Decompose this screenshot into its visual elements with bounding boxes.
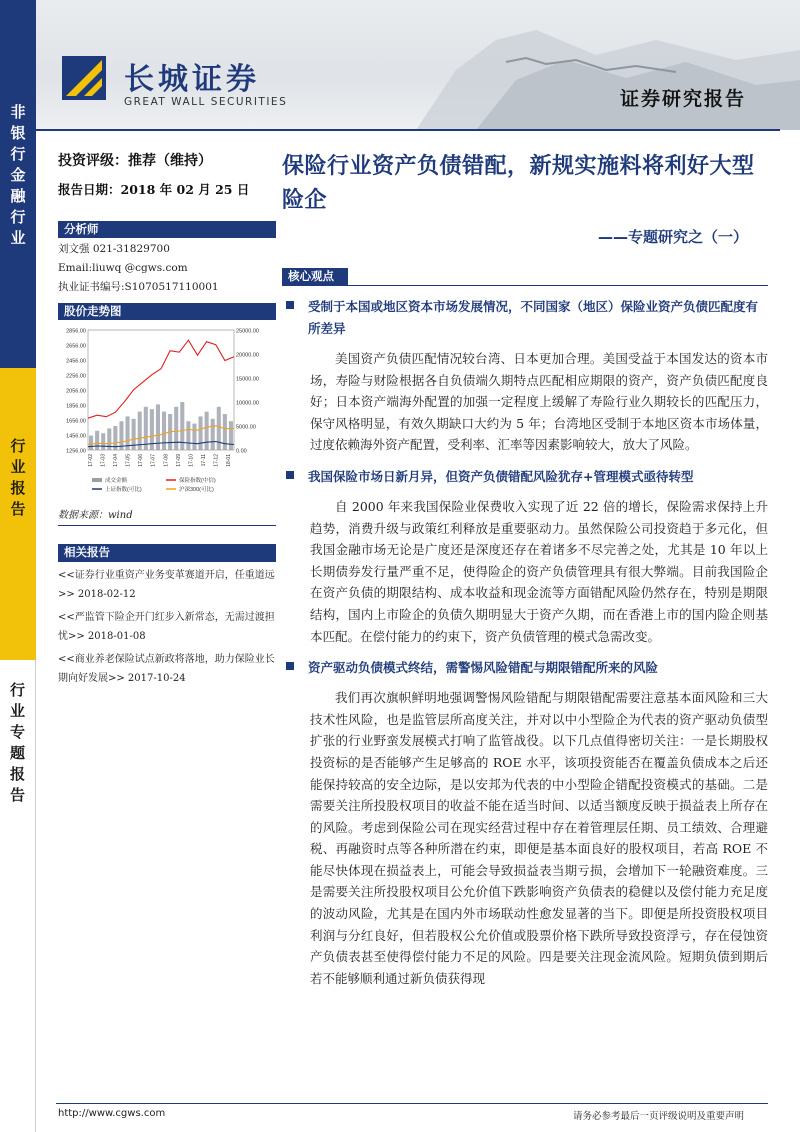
analyst-license: 执业证书编号:S1070517110001: [58, 281, 219, 293]
stock-chart-heading: 股价走势图: [58, 303, 276, 320]
section-body: 我们再次旗帜鲜明地强调警惕风险错配与期限错配需要注意基本面风险和三大技术性风险，也是监管层所高度关注，并对以中小型险企为代表的资产驱动负债型扩张的行业野蛮发展模式打响了监管战役。以下几点值得密切关注：一是长期股权投资标的是否能够产生足够高的 ROE 水平，该项投资能否在覆盖负债成本之后还能保持较高的安全边际，是以安邦为代表的中小型险企错配投资模式的基础。二是需要关注所投股权项目的收益不能在适当时间、以适当额度反映于损益表上所存在的风险。考虑到保险公司在现实经营过程中存在着管理层任期、员工绩效、合理避税、再融资时点等各种所潜在约束，即便是基本面良好的股权项目，若高 ROE 不能尽快体现在损益表上，可能会导致损益表当期亏损，会增加下一轮融资难度。三是需要关注所投股权项目公允价值下跌影响资产负债表的稳健以及偿付能力充足度的波动风险，尤其是在国内外市场联动性愈发显著的当下。即便是所投资股权项目利润与分红良好，但若股权公允价值或股票价格下跌所导致投资浮亏，存在侵蚀资产负债表甚至使得偿付能力不足的风险。四是要关注现金流风险。短期负债到期后若不能够顺利通过新负债获得现: [310, 690, 768, 986]
footer-divider: [56, 1103, 768, 1104]
investment-rating: 投资评级：推荐（维持）: [58, 153, 212, 169]
x-tick-label: 17-09: [175, 454, 182, 467]
section-heading: [282, 657, 768, 679]
x-tick-label: 18-01: [226, 454, 232, 467]
stock-chart-section: [58, 303, 276, 526]
x-tick-label: 17-07: [150, 454, 157, 467]
great-wall-logo-icon: [62, 56, 106, 100]
x-tick-label: 17-03: [100, 454, 107, 467]
x-tick-label: 17-11: [200, 454, 207, 467]
square-bullet-icon: [286, 471, 294, 479]
sidebar-sector-label: 非银行金融行业: [8, 104, 27, 251]
report-date: 报告日期：2018 年 02 月 25 日: [58, 182, 250, 197]
x-tick-label: 17-06: [138, 454, 145, 467]
analyst-info: [58, 240, 276, 297]
core-views-heading: 核心观点: [282, 268, 348, 285]
y-left-tick-label: 1456.00: [66, 433, 86, 440]
y-left-tick-label: 1656.00: [66, 418, 86, 425]
analyst-section: [58, 221, 276, 297]
volume-bar: [101, 433, 105, 450]
sector-sidebar: [0, 0, 36, 1132]
report-type: 证券研究报告: [619, 88, 746, 110]
related-divider: [58, 561, 276, 562]
section-heading-text: 受制于本国或地区资本市场发展情况，不同国家（地区）保险业资产负债匹配度有所差异: [308, 299, 759, 336]
core-divider: [282, 285, 768, 286]
main-column: [282, 150, 768, 989]
volume-bar: [126, 416, 130, 450]
x-tick-label: 17-04: [113, 454, 120, 467]
footer-url[interactable]: http://www.cgws.com: [58, 1108, 166, 1119]
related-report-link[interactable]: <<严监管下险企开门红步入新常态，无需过渡担忧>> 2018-01-08: [58, 612, 275, 642]
volume-bar: [144, 407, 148, 450]
y-left-tick-label: 2656.00: [66, 343, 86, 350]
volume-bar: [89, 436, 93, 450]
square-bullet-icon: [286, 301, 294, 309]
related-reports-section: [58, 544, 276, 688]
y-right-tick-label: 10000.00: [236, 400, 259, 407]
volume-bar: [162, 412, 166, 450]
x-tick-label: 17-08: [163, 454, 170, 467]
y-left-tick-label: 1256.00: [66, 448, 86, 455]
report-subtitle: ——专题研究之（一）: [597, 228, 748, 246]
section-heading-text: 资产驱动负债模式终结，需警惕风险错配与期限错配所来的风险: [308, 660, 659, 676]
volume-bar: [174, 407, 178, 450]
volume-bar: [192, 424, 196, 450]
footer-disclaimer: 请务必参考最后一页评级说明及重要声明: [572, 1111, 744, 1122]
core-views-section: [282, 265, 768, 989]
volume-bar: [205, 412, 209, 450]
brand-name-en: GREAT WALL SECURITIES: [124, 96, 288, 108]
y-right-tick-label: 15000.00: [236, 376, 259, 383]
volume-bar: [217, 407, 221, 450]
section-heading-text: 我国保险市场日新月异，但资产负债错配风险犹存+管理模式亟待转型: [308, 468, 694, 484]
section-body: 美国资产负债匹配情况较台湾、日本更加合理。美国受益于本国发达的资本市场，寿险与财险根据各自负债端久期特点匹配相应期限的资产，资产负债匹配度良好；日本资产端海外配置的加强一定程度上缓解了寿险行业久期较长的匹配压力，保守风格明显，有效久期缺口大约为 5 年；台湾地区受制于本地区资本市场体量，过度依赖海外资产配置，受利率、汇率等因素影响较大，放大了风险。: [310, 351, 768, 453]
y-right-tick-label: 20000.00: [236, 352, 259, 359]
legend-label: 成交金额: [105, 478, 128, 484]
y-left-tick-label: 2456.00: [66, 358, 86, 365]
y-left-tick-label: 2856.00: [66, 328, 86, 335]
analyst-email: Email:liuwq @cgws.com: [58, 262, 188, 274]
sidebar-report-label: 行业专题报告: [8, 682, 26, 808]
y-left-tick-label: 1856.00: [66, 403, 86, 410]
x-tick-label: 17-05: [125, 454, 132, 467]
info-column: [58, 150, 276, 688]
sidebar-report: [0, 660, 36, 1132]
y-right-tick-label: 25000.00: [236, 328, 259, 335]
legend-label: 上证指数(可比): [105, 487, 142, 493]
report-title: 保险行业资产负债错配，新规实施料将利好大型险企: [282, 154, 755, 213]
related-reports-heading: 相关报告: [58, 544, 276, 561]
volume-bar: [229, 421, 233, 450]
y-left-tick-label: 2256.00: [66, 373, 86, 380]
y-right-tick-label: 5000.00: [236, 424, 256, 431]
x-tick-label: 17-02: [88, 454, 94, 467]
analyst-name-phone: 刘文强 021-31829700: [58, 243, 170, 255]
section-heading: [282, 466, 768, 488]
related-report-link[interactable]: <<商业养老保险试点新政将落地，助力保险业长期向好发展>> 2017-10-24: [58, 654, 275, 684]
legend-label: 保险指数(中信): [179, 478, 216, 484]
x-tick-label: 17-10: [188, 454, 195, 467]
volume-bar: [211, 419, 215, 450]
volume-bar: [186, 421, 190, 450]
chart-source: 数据来源：wind: [58, 506, 276, 526]
volume-bar: [199, 416, 203, 450]
x-tick-label: 17-12: [213, 454, 220, 467]
y-right-tick-label: 0.00: [236, 448, 247, 455]
related-report-link[interactable]: <<证券行业重资产业务变革赛道开启，任重道远>> 2018-02-12: [58, 570, 275, 600]
analyst-heading: 分析师: [58, 221, 276, 238]
stock-price-chart: [58, 322, 276, 498]
section-heading: [282, 296, 768, 340]
sidebar-sector: [0, 0, 36, 368]
page-header: [36, 0, 800, 130]
section-body: 自 2000 年来我国保险业保费收入实现了近 22 倍的增长，保险需求保持上升趋势，消费升级与政策红利释放是重要驱动力。虽然保险公司投资趋于多元化，但我国金融市场无论是广度还是深度还存在着诸多不尽完善之处，尤其是 10 年以上长期债券发行量严重不足，使得险企的资产负债管理具有很大弊端。目前我国险企在资产负债的期限结构、成本收益和现金流等方面错配风险仍然存在，特别是期限结构，国内上市险企的负债久期明显大于资产久期，而在香港上市的国内险企则基本匹配。在偿付能力的约束下，资产负债管理的模式急需改变。: [310, 498, 768, 644]
volume-bar: [223, 414, 227, 450]
legend-label: 沪深300(可比): [179, 487, 214, 493]
header-divider: [36, 129, 780, 131]
sidebar-rating: [0, 368, 36, 660]
volume-bar: [95, 431, 99, 450]
sidebar-rating-label: 行业报告: [8, 438, 27, 522]
square-bullet-icon: [286, 662, 294, 670]
y-left-tick-label: 2056.00: [66, 388, 86, 395]
brand-name: 长城证券: [124, 62, 260, 97]
